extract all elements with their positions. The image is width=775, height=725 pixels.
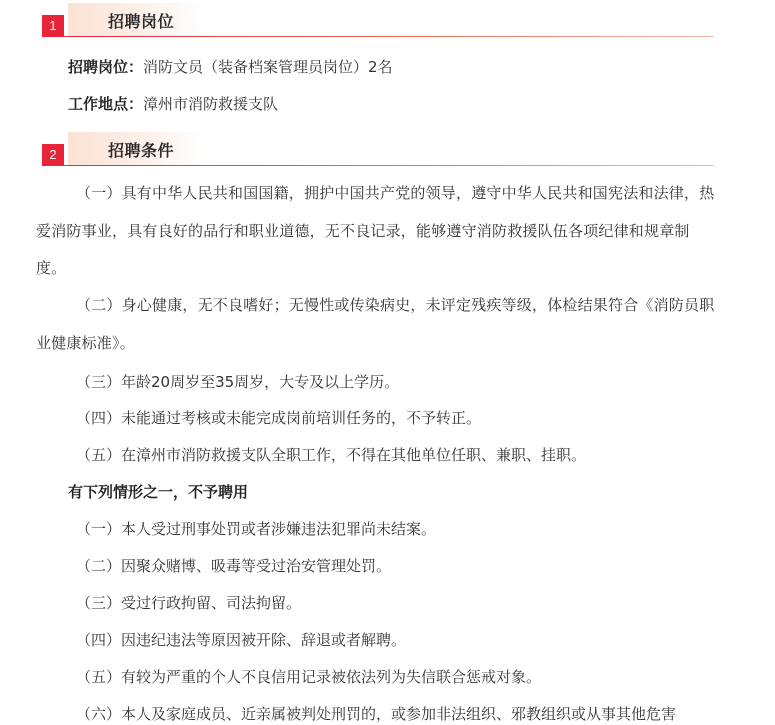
condition-paragraph: （一）具有中华人民共和国国籍，拥护中国共产党的领导，遵守中华人民共和国宪法和法律，热爱消防事业，具有良好的品行和职业道德，无不良记录，能够遵守消防救援队伍各项纪律和规章制度。 <box>36 184 715 277</box>
section-header-positions <box>42 3 714 37</box>
condition-paragraph: （二）身心健康，无不良嗜好；无慢性或传染病史，未评定残疾等级，体检结果符合《消防员职业健康标准》。 <box>36 296 715 352</box>
section-number-badge: 2 <box>42 144 64 166</box>
section-title: 招聘条件 <box>108 141 175 160</box>
exclusion-line: （一）本人受过刑事处罚或者涉嫌违法犯罪尚未结案。 <box>76 520 437 538</box>
section-title: 招聘岗位 <box>108 12 175 31</box>
condition-line: （三）年龄20周岁至35周岁，大专及以上学历。 <box>76 373 400 391</box>
exclusion-line: （六）本人及家庭成员、近亲属被判处刑罚的，或参加非法组织、邪教组织或从事其他危害 <box>76 705 677 723</box>
condition-line: （四）未能通过考核或未能完成岗前培训任务的，不予转正。 <box>76 409 482 427</box>
section-number-badge: 1 <box>42 15 64 37</box>
exclusion-line: （五）有较为严重的个人不良信用记录被依法列为失信联合惩戒对象。 <box>76 668 542 686</box>
section-divider <box>42 36 714 37</box>
location-label: 工作地点： <box>68 95 144 113</box>
post-info <box>68 56 393 77</box>
exclusion-line: （三）受过行政拘留、司法拘留。 <box>76 594 302 612</box>
section-header-conditions <box>42 132 714 166</box>
section-title-tab <box>68 3 204 37</box>
post-label: 招聘岗位： <box>68 58 144 76</box>
exclusion-line: （二）因聚众赌博、吸毒等受过治安管理处罚。 <box>76 557 392 575</box>
location-info <box>68 93 278 114</box>
condition-line: （五）在漳州市消防救援支队全职工作，不得在其他单位任职、兼职、挂职。 <box>76 446 587 464</box>
post-value: 消防文员（装备档案管理员岗位）2名 <box>143 58 393 76</box>
section-title-tab <box>68 132 204 166</box>
exclusion-heading: 有下列情形之一，不予聘用 <box>68 483 249 501</box>
location-value: 漳州市消防救援支队 <box>143 95 279 113</box>
exclusion-line: （四）因违纪违法等原因被开除、辞退或者解聘。 <box>76 631 407 649</box>
section-divider <box>42 165 714 166</box>
